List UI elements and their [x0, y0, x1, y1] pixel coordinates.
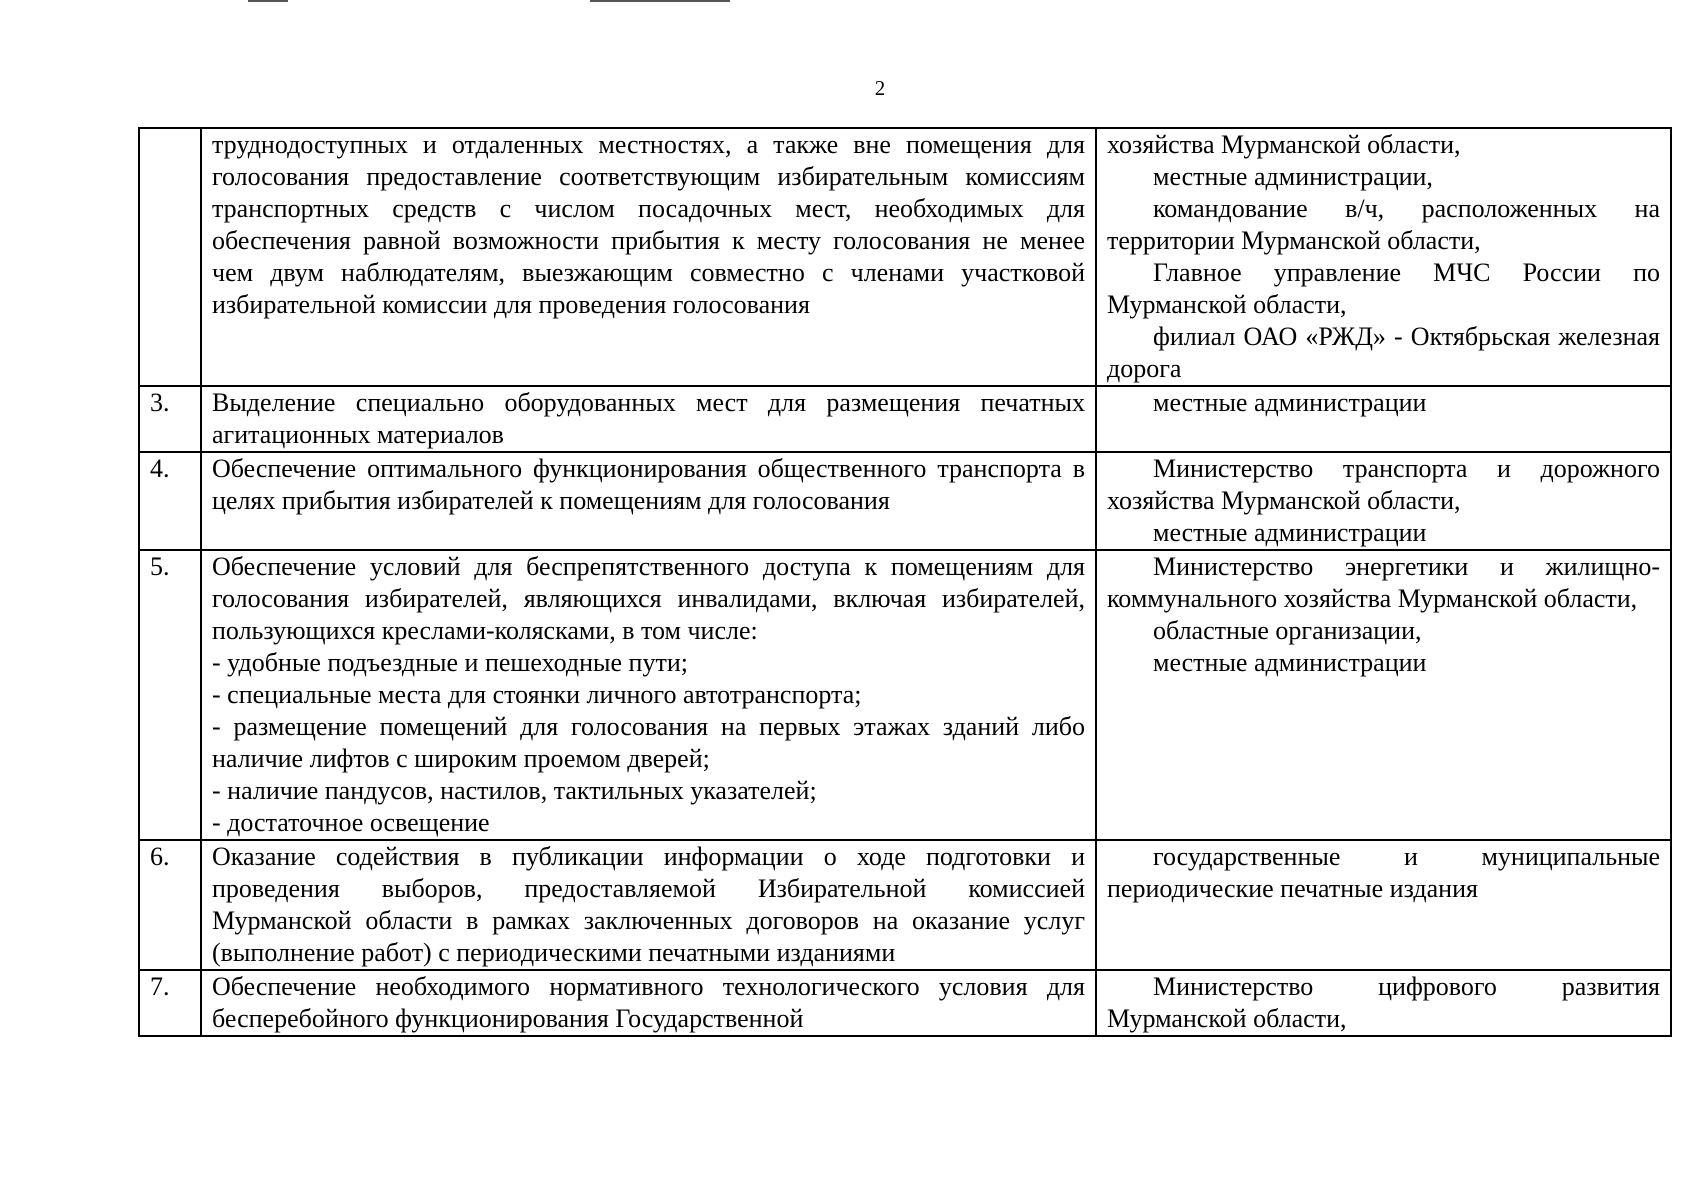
table-row: [139, 386, 1671, 452]
row-number: 7.: [139, 970, 201, 1036]
activity-list-item: - специальные места для стоянки личного автотранспорта;: [212, 680, 862, 709]
activity-list-item: - наличие пандусов, настилов, тактильных указателей;: [212, 776, 817, 805]
executors-cell: [1096, 550, 1671, 840]
row-number: [139, 128, 201, 386]
activity-text: Обеспечение необходимого нормативного технологического условия для бесперебойного функционирования Государственной: [212, 972, 1085, 1033]
activity-text: труднодоступных и отдаленных местностях, а также вне помещения для голосования предоставление соответствующим избирательным комиссиям транспортных средств с числом посадочных мест, необходимых для обеспечения равной возможности прибытия к месту голосования не менее чем двум наблюдателям, выезжающим совместно с членами участковой избирательной комиссии для проведения голосования: [212, 130, 1085, 319]
activity-list-item: - достаточное освещение: [212, 808, 490, 837]
activity-list-item: - удобные подъездные и пешеходные пути;: [212, 648, 688, 677]
scan-artifact-right: [590, 0, 730, 2]
executors-cell: [1096, 386, 1671, 452]
executor-text: Министерство энергетики и жилищно-коммунального хозяйства Мурманской области,: [1107, 552, 1660, 613]
activity-cell: [201, 452, 1096, 550]
activity-cell: [201, 128, 1096, 386]
measures-table: [138, 127, 1672, 1037]
activity-text: Выделение специально оборудованных мест для размещения печатных агитационных материалов: [212, 388, 1085, 449]
table-row: [139, 550, 1671, 840]
executors-cell: [1096, 452, 1671, 550]
executor-text: филиал ОАО «РЖД» - Октябрьская железная дорога: [1107, 322, 1660, 383]
executor-text: Министерство транспорта и дорожного хозяйства Мурманской области,: [1107, 454, 1660, 515]
executor-text: государственные и муниципальные периодические печатные издания: [1107, 842, 1660, 903]
executors-cell: [1096, 128, 1671, 386]
table-row: [139, 970, 1671, 1036]
executor-text: хозяйства Мурманской области,: [1107, 130, 1461, 159]
executor-text: Министерство цифрового развития Мурманской области,: [1107, 972, 1660, 1033]
executor-text: местные администрации: [1153, 388, 1427, 417]
executors-cell: [1096, 970, 1671, 1036]
executor-text: местные администрации: [1153, 648, 1427, 677]
scan-artifact-left: [248, 0, 288, 2]
activity-cell: [201, 386, 1096, 452]
activity-text: Обеспечение оптимального функционирования общественного транспорта в целях прибытия избирателей к помещениям для голосования: [212, 454, 1085, 515]
activity-cell: [201, 840, 1096, 970]
row-number: 3.: [139, 386, 201, 452]
table-row: [139, 128, 1671, 386]
page-number: 2: [874, 76, 886, 100]
executor-text: местные администрации,: [1153, 162, 1433, 191]
executor-text: Главное управление МЧС России по Мурманской области,: [1107, 258, 1660, 319]
activity-text: Оказание содействия в публикации информации о ходе подготовки и проведения выборов, предоставляемой Избирательной комиссией Мурманской области в рамках заключенных договоров на оказание услуг (выполнение работ) с периодическими печатными изданиями: [212, 842, 1085, 967]
table-row: [139, 452, 1671, 550]
executor-text: областные организации,: [1153, 616, 1422, 645]
executors-cell: [1096, 840, 1671, 970]
activity-list-item: - размещение помещений для голосования на первых этажах зданий либо наличие лифтов с широким проемом дверей;: [212, 712, 1085, 773]
executor-text: командование в/ч, расположенных на территории Мурманской области,: [1107, 194, 1660, 255]
row-number: 5.: [139, 550, 201, 840]
table-row: [139, 840, 1671, 970]
activity-text: Обеспечение условий для беспрепятственного доступа к помещениям для голосования избирателей, являющихся инвалидами, включая избирателей, пользующихся креслами-колясками, в том числе:: [212, 552, 1085, 645]
activity-cell: [201, 550, 1096, 840]
activity-cell: [201, 970, 1096, 1036]
row-number: 6.: [139, 840, 201, 970]
executor-text: местные администрации: [1153, 518, 1427, 547]
row-number: 4.: [139, 452, 201, 550]
